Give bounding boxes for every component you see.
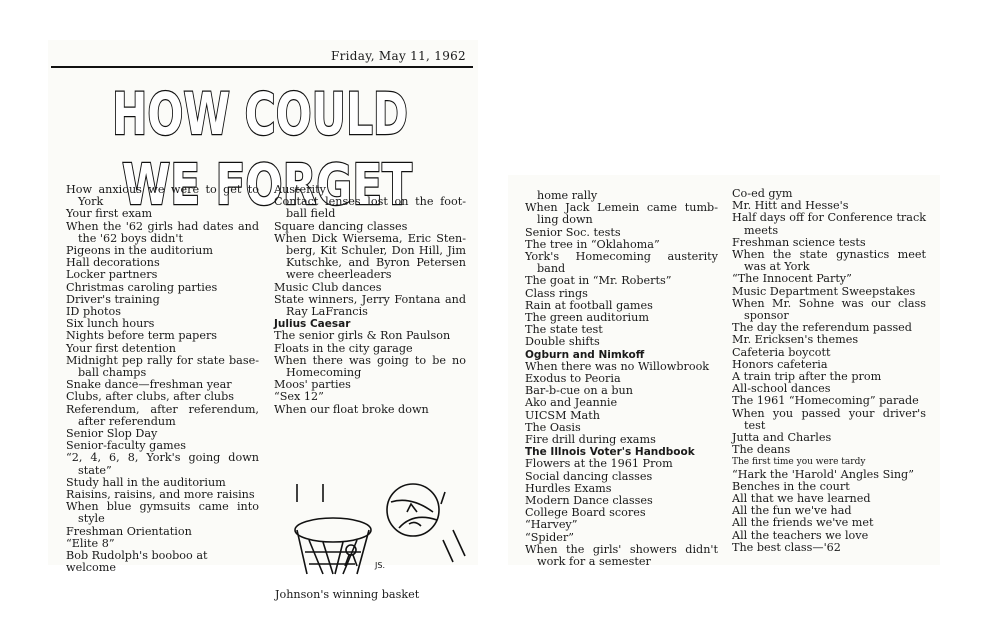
text-line: “The Innocent Party” xyxy=(732,272,852,286)
text-line: Midnight pep rally for state base- xyxy=(66,353,259,367)
text-line: The senior girls & Ron Paulson xyxy=(274,329,451,343)
text-line: Hurdles Exams xyxy=(525,481,612,495)
text-line: When Mr. Sohne was our class xyxy=(732,296,926,310)
text-line: Bob Rudolph's booboo at welcome xyxy=(66,549,208,575)
text-line: Modern Dance classes xyxy=(525,494,653,508)
text-line: Your first exam xyxy=(66,207,153,221)
text-line: Benches in the court xyxy=(732,479,850,493)
text-line: Contact lenses lost on the foot- xyxy=(274,195,466,209)
text-line: Jutta and Charles xyxy=(732,431,832,445)
text-line: Mr. Ericksen's themes xyxy=(732,333,859,347)
text-line: Locker partners xyxy=(66,268,158,282)
text-line: York xyxy=(78,195,104,209)
text-line: The state test xyxy=(525,323,603,337)
text-line: The best class—'62 xyxy=(732,540,841,554)
text-line: When the state gynastics meet xyxy=(732,248,926,262)
text-line: When Dick Wiersema, Eric Sten- xyxy=(274,231,466,245)
column-4 xyxy=(732,188,926,554)
text-line: The 1961 “Homecoming” parade xyxy=(732,394,919,408)
text-line: Clubs, after clubs, after clubs xyxy=(66,390,235,404)
cartoon-caption: Johnson's winning basket xyxy=(275,588,420,601)
text-line: Flowers at the 1961 Prom xyxy=(525,457,673,471)
dateline: Friday, May 11, 1962 xyxy=(330,49,466,63)
text-line: test xyxy=(744,418,766,432)
text-line: ball field xyxy=(286,207,336,221)
column-2 xyxy=(274,184,466,416)
cartoon-initials: JS. xyxy=(375,561,385,570)
text-line: The green auditorium xyxy=(525,311,649,325)
text-line: Ako and Jeannie xyxy=(525,396,618,410)
text-line: Floats in the city garage xyxy=(274,341,413,355)
text-line: College Board scores xyxy=(525,506,646,520)
text-line: When the '62 girls had dates and xyxy=(66,219,259,233)
text-line: ball champs xyxy=(78,366,147,380)
headline-line1: HOW COULD xyxy=(112,80,408,148)
text-line: Mr. Hitt and Hesse's xyxy=(732,199,849,213)
text-line: Exodus to Peoria xyxy=(525,372,621,386)
text-line: All-school dances xyxy=(732,382,831,396)
text-line: Julius Caesar xyxy=(274,318,351,331)
text-line: was at York xyxy=(744,260,810,274)
text-line: The day the referendum passed xyxy=(732,321,912,335)
text-line: style xyxy=(78,512,105,526)
text-line: Bar-b-cue on a bun xyxy=(525,384,633,398)
text-line: Social dancing classes xyxy=(525,469,653,483)
text-line: The Illnois Voter's Handbook xyxy=(525,446,695,459)
text-line: “Elite 8” xyxy=(66,536,115,550)
text-line: Honors cafeteria xyxy=(732,357,828,371)
text-line: Senior-faculty games xyxy=(66,439,186,453)
text-line: Kutschke, and Byron Petersen xyxy=(286,256,466,270)
text-line: the '62 boys didn't xyxy=(78,231,183,245)
masthead-rule xyxy=(51,66,473,68)
text-line: All the teachers we love xyxy=(732,528,869,542)
text-line: Raisins, raisins, and more raisins xyxy=(66,488,255,502)
text-line: Driver's training xyxy=(66,292,160,306)
text-line: Fire drill during exams xyxy=(525,433,656,447)
text-line: home rally xyxy=(537,189,598,202)
text-line: State winners, Jerry Fontana and xyxy=(274,292,466,306)
left-page xyxy=(48,40,478,601)
text-line: The deans xyxy=(732,443,791,457)
text-line: UICSM Math xyxy=(525,408,600,422)
text-line: Pigeons in the auditorium xyxy=(66,244,213,258)
text-line: York's Homecoming austerity xyxy=(525,250,718,264)
text-line: Double shifts xyxy=(525,335,600,349)
right-page xyxy=(508,175,940,569)
text-line: “Harvey” xyxy=(525,518,578,532)
text-line: Class rings xyxy=(525,286,588,300)
text-line: Ray LaFrancis xyxy=(286,305,368,319)
text-line: The first time you were tardy xyxy=(732,457,866,468)
text-line: When our float broke down xyxy=(274,402,429,416)
text-line: band xyxy=(537,262,566,276)
column-1 xyxy=(66,184,259,575)
text-line: Snake dance—freshman year xyxy=(66,378,232,392)
text-line: “2, 4, 6, 8, York's going down xyxy=(66,451,259,465)
text-line: The Oasis xyxy=(525,420,581,434)
text-line: work for a semester xyxy=(537,555,651,569)
text-line: ID photos xyxy=(66,305,122,319)
text-line: Ogburn and Nimkoff xyxy=(525,348,645,361)
text-line: Rain at football games xyxy=(525,298,653,312)
text-line: Music Department Sweepstakes xyxy=(732,284,916,298)
text-line: When you passed your driver's xyxy=(732,406,926,420)
text-line: Austerity xyxy=(274,183,326,196)
text-line: Freshman science tests xyxy=(732,235,866,249)
text-line: berg, Kit Schuler, Don Hill, Jim xyxy=(286,244,466,258)
column-3 xyxy=(525,190,718,568)
text-line: Senior Soc. tests xyxy=(525,225,621,239)
text-line: “Spider” xyxy=(525,530,574,544)
text-line: When Jack Lemein came tumb- xyxy=(525,201,718,215)
basketball-cartoon-illustration xyxy=(283,482,473,582)
text-line: after referendum xyxy=(78,414,176,428)
text-line: When blue gymsuits came into xyxy=(66,500,259,514)
text-line: When there was no Willowbrook xyxy=(525,359,710,373)
text-line: “Sex 12” xyxy=(274,390,324,404)
text-line: How anxious we were to get to xyxy=(66,183,259,196)
text-line: A train trip after the prom xyxy=(732,370,882,384)
text-line: All the friends we've met xyxy=(732,516,874,530)
text-line: When there was going to be no xyxy=(274,353,466,367)
text-line: All that we have learned xyxy=(732,492,871,506)
text-line: “Hark the 'Harold' Angles Sing” xyxy=(732,467,914,481)
text-line: Study hall in the auditorium xyxy=(66,475,226,489)
text-line: sponsor xyxy=(744,309,789,323)
text-line: Co-ed gym xyxy=(732,187,793,200)
text-line: Moos' parties xyxy=(274,378,351,392)
text-line: Square dancing classes xyxy=(274,219,408,233)
text-line: When the girls' showers didn't xyxy=(525,542,718,556)
text-line: meets xyxy=(744,223,779,237)
text-line: Referendum, after referendum, xyxy=(66,402,259,416)
text-line: Homecoming xyxy=(286,366,362,380)
text-line: The tree in “Oklahoma” xyxy=(525,237,660,251)
text-line: Cafeteria boycott xyxy=(732,345,831,359)
text-line: Christmas caroling parties xyxy=(66,280,218,294)
text-line: Six lunch hours xyxy=(66,317,155,331)
headline-line2: WE FORGET xyxy=(122,153,412,216)
text-line: were cheerleaders xyxy=(286,268,392,282)
text-line: All the fun we've had xyxy=(732,504,852,518)
text-line: ling down xyxy=(537,213,593,227)
text-line: state” xyxy=(78,463,112,477)
text-line: Your first detention xyxy=(66,341,176,355)
text-line: Hall decorations xyxy=(66,256,160,270)
text-line: The goat in “Mr. Roberts” xyxy=(525,274,672,288)
text-line: Senior Slop Day xyxy=(66,427,158,441)
text-line: Music Club dances xyxy=(274,280,382,294)
text-line: Half days off for Conference track xyxy=(732,211,926,225)
text-line: Freshman Orientation xyxy=(66,524,192,538)
text-line: Nights before term papers xyxy=(66,329,218,343)
